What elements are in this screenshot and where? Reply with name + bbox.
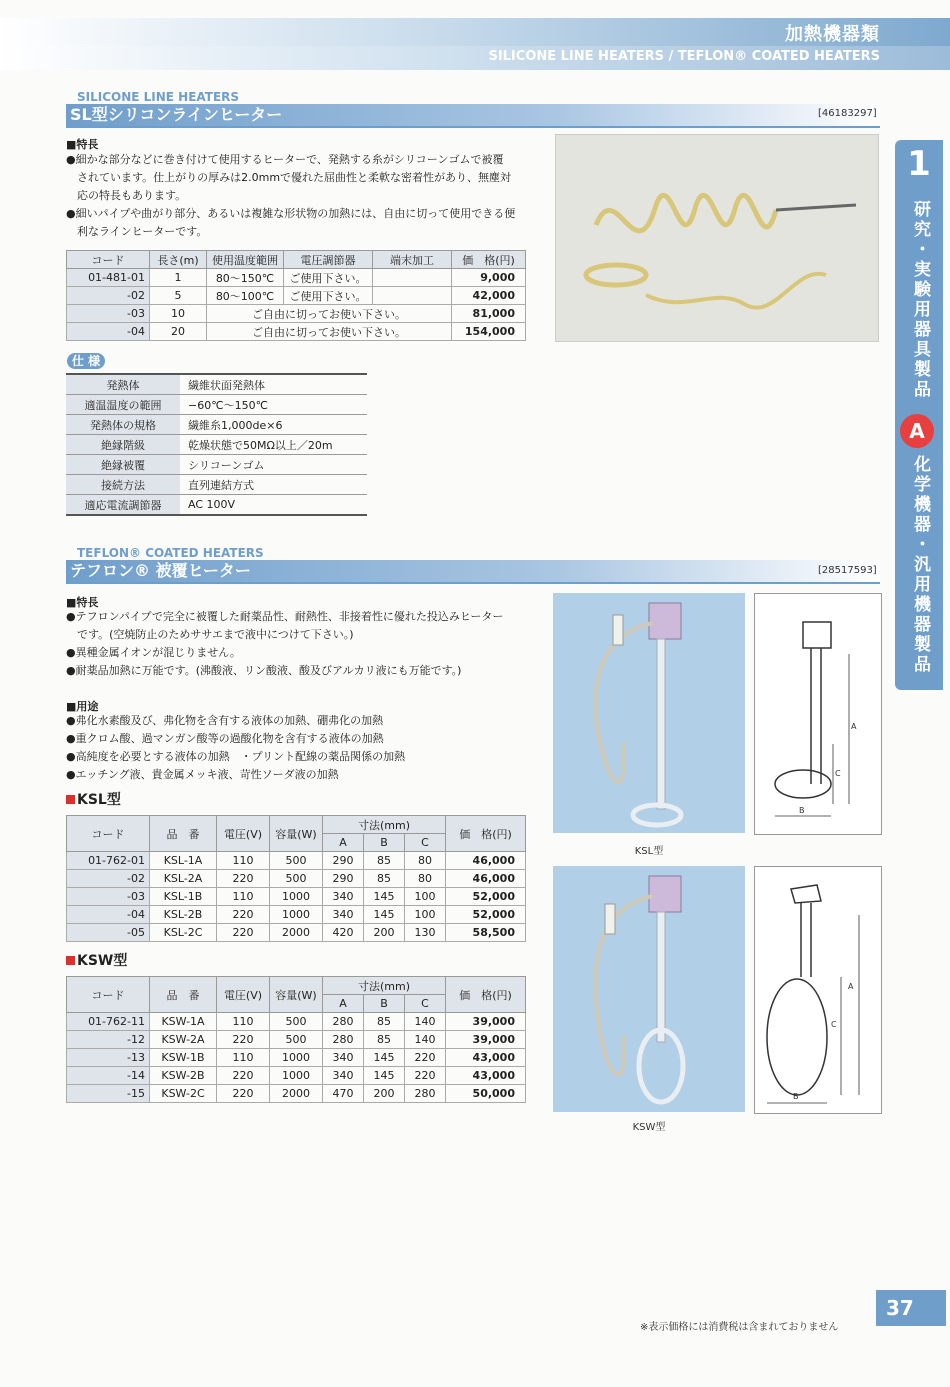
cell-dim-b: 145 [364, 1049, 405, 1067]
spec-badge: 仕 様 [67, 353, 105, 369]
cell-price: 39,000 [446, 1031, 526, 1049]
spec-value: 繊維状面発熱体 [180, 374, 367, 395]
side-tab-text: 研究・実験用器具製品 [910, 200, 930, 400]
feature-line: です。(空焼防止のためササエまで液中につけて下さい。) [66, 628, 354, 641]
cell-voltage: 220 [217, 1085, 270, 1103]
cell-price: 46,000 [446, 870, 526, 888]
cell-model: KSL-1A [150, 852, 217, 870]
table-row [67, 1049, 526, 1067]
feature-line: されています。仕上がりの厚みは2.0mmで優れた屈曲性と柔軟な密着性があり、無塵対 [66, 171, 512, 184]
cell-dim-a: 420 [323, 924, 364, 942]
spec-row [66, 455, 367, 475]
cell-dim-c: 130 [405, 924, 446, 942]
diagram-label-b: B [793, 1092, 799, 1101]
table-row [67, 924, 526, 942]
ksw-heading [66, 950, 127, 970]
feature-line: ●耐薬品加熱に万能です。(沸酸液、リン酸液、酸及びアルカリ液にも万能です。) [66, 664, 462, 677]
cell-dim-c: 220 [405, 1049, 446, 1067]
cell-temp: 80～100℃ [207, 287, 284, 305]
table-header: 品 番 [150, 977, 217, 1013]
cell-model: KSW-1A [150, 1013, 217, 1031]
table-row [67, 852, 526, 870]
cell-voltage: 220 [217, 924, 270, 942]
cell-dim-c: 220 [405, 1067, 446, 1085]
cell-code: -04 [67, 906, 150, 924]
cell-terminal [373, 287, 452, 305]
ksl-heater-illustration [553, 593, 745, 833]
table-header: 品 番 [150, 816, 217, 852]
spec-value: 乾燥状態で50MΩ以上／20m [180, 435, 367, 455]
cell-code: -12 [67, 1031, 150, 1049]
feature-line: ●テフロンパイプで完全に被覆した耐薬品性、耐熱性、非接着性に優れた投込みヒーター [66, 610, 504, 623]
section2-title: テフロン® 被覆ヒーター [70, 561, 251, 580]
table-header: コード [67, 816, 150, 852]
sl-heater-photo [555, 134, 879, 342]
diagram-label-b: B [799, 806, 805, 815]
cell-code: -05 [67, 924, 150, 942]
table-header: 価 格(円) [452, 251, 526, 269]
cell-price: 81,000 [452, 305, 526, 323]
ksl-price-table [66, 815, 526, 942]
table-header: 寸法(mm) [323, 977, 446, 995]
tax-note: ※表示価格には消費税は含まれておりません [640, 1322, 839, 1333]
spec-key: 発熱体 [66, 374, 180, 395]
cell-code: -15 [67, 1085, 150, 1103]
cell-voltage: 220 [217, 1067, 270, 1085]
cell-price: 50,000 [446, 1085, 526, 1103]
ksl-heading-text: KSL型 [77, 792, 121, 808]
section1-code: [46183297] [818, 108, 877, 119]
spec-value: 直列連結方式 [180, 475, 367, 495]
ksw-dimension-diagram [754, 866, 882, 1114]
cell-note: ご自由に切ってお使い下さい。 [207, 323, 452, 341]
ksw-price-table [66, 976, 526, 1103]
cell-dim-b: 200 [364, 1085, 405, 1103]
cell-terminal [373, 269, 452, 287]
section1-title-bar [66, 104, 880, 128]
spec-row [66, 495, 367, 516]
sl-price-table [66, 250, 526, 341]
section1-features [66, 151, 546, 241]
table-header: A [323, 834, 364, 852]
cell-dim-c: 80 [405, 852, 446, 870]
cell-dim-b: 145 [364, 906, 405, 924]
table-row [67, 1013, 526, 1031]
spec-value: −60℃～150℃ [180, 395, 367, 415]
section2-title-en: TEFLON® COATED HEATERS [77, 546, 264, 560]
feature-line: ●細かな部分などに巻き付けて使用するヒーターで、発熱する糸がシリコーンゴムで被覆 [66, 153, 504, 166]
table-header: 価 格(円) [446, 816, 526, 852]
cell-dim-a: 280 [323, 1031, 364, 1049]
table-header: 電圧(V) [217, 977, 270, 1013]
side-tab-badge: A [900, 414, 934, 448]
feature-line: 応の特長もあります。 [66, 189, 187, 202]
spec-row [66, 435, 367, 455]
cell-model: KSW-2A [150, 1031, 217, 1049]
cell-model: KSL-2A [150, 870, 217, 888]
cell-capacity: 1000 [270, 1067, 323, 1085]
cell-price: 9,000 [452, 269, 526, 287]
table-header: 長さ(m) [150, 251, 207, 269]
page-category-title: 加熱機器類 [785, 24, 880, 45]
spec-key: 発熱体の規格 [66, 415, 180, 435]
cell-dim-c: 100 [405, 888, 446, 906]
cell-voltage: 220 [217, 906, 270, 924]
table-row [67, 287, 526, 305]
ksl-table-wrap [66, 815, 526, 942]
spec-key: 接続方法 [66, 475, 180, 495]
cell-model: KSW-1B [150, 1049, 217, 1067]
table-header: 容量(W) [270, 816, 323, 852]
cell-price: 58,500 [446, 924, 526, 942]
cell-model: KSW-2C [150, 1085, 217, 1103]
cell-model: KSL-2B [150, 906, 217, 924]
table-row [67, 1085, 526, 1103]
table-header: A [323, 995, 364, 1013]
red-square-icon [66, 956, 75, 965]
spec-key: 適応電流調節器 [66, 495, 180, 516]
ksl-dimension-diagram [754, 593, 882, 835]
cell-dim-b: 85 [364, 870, 405, 888]
cell-code: -04 [67, 323, 150, 341]
cell-capacity: 500 [270, 1013, 323, 1031]
sl-price-table-wrap [66, 250, 526, 341]
ksl-heater-photo [553, 593, 745, 833]
cell-regulator: ご使用下さい。 [284, 269, 373, 287]
cell-code: -02 [67, 870, 150, 888]
table-header: C [405, 834, 446, 852]
cell-model: KSL-1B [150, 888, 217, 906]
cell-code: -02 [67, 287, 150, 305]
section1-features-heading: ■特長 [66, 138, 99, 151]
cell-dim-c: 140 [405, 1031, 446, 1049]
cell-price: 52,000 [446, 906, 526, 924]
table-header: コード [67, 977, 150, 1013]
cell-dim-a: 290 [323, 852, 364, 870]
cell-voltage: 110 [217, 888, 270, 906]
cell-capacity: 500 [270, 870, 323, 888]
ksw-diagram-drawing [755, 867, 881, 1113]
section2-features-heading: ■特長 [66, 596, 99, 609]
cell-dim-a: 340 [323, 1049, 364, 1067]
cell-dim-c: 80 [405, 870, 446, 888]
ksl-heading [66, 789, 121, 809]
table-header: B [364, 834, 405, 852]
cell-dim-b: 85 [364, 1013, 405, 1031]
cell-price: 46,000 [446, 852, 526, 870]
cell-dim-b: 85 [364, 1031, 405, 1049]
cell-dim-a: 340 [323, 888, 364, 906]
diagram-label-c: C [835, 769, 841, 778]
cell-note: ご自由に切ってお使い下さい。 [207, 305, 452, 323]
cell-dim-c: 100 [405, 906, 446, 924]
use-line: ●弗化水素酸及び、弗化物を含有する液体の加熱、硼弗化の加熱 [66, 714, 384, 727]
table-header: 電圧調節器 [284, 251, 373, 269]
cell-length: 10 [150, 305, 207, 323]
cell-voltage: 110 [217, 1013, 270, 1031]
feature-line: ●細いパイプや曲がり部分、あるいは複雑な形状物の加熱には、自由に切って使用できる便 [66, 207, 516, 220]
cell-code: -14 [67, 1067, 150, 1085]
use-line: ●エッチング液、貴金属メッキ液、苛性ソーダ液の加熱 [66, 768, 339, 781]
ksw-heading-text: KSW型 [77, 953, 128, 969]
cell-voltage: 220 [217, 1031, 270, 1049]
cell-price: 39,000 [446, 1013, 526, 1031]
spec-value: シリコーンゴム [180, 455, 367, 475]
sl-heater-illustration [556, 135, 878, 341]
ksl-diagram-drawing [755, 594, 881, 834]
cell-temp: 80～150℃ [207, 269, 284, 287]
side-tab-subtext: 化学機器・汎用機器製品 [910, 455, 930, 675]
section2-uses-heading: ■用途 [66, 700, 99, 713]
table-header: コード [67, 251, 150, 269]
side-tab-number: 1 [907, 144, 931, 184]
cell-code: -03 [67, 888, 150, 906]
cell-dim-b: 85 [364, 852, 405, 870]
cell-dim-c: 140 [405, 1013, 446, 1031]
cell-code: 01-481-01 [67, 269, 150, 287]
cell-dim-a: 470 [323, 1085, 364, 1103]
cell-capacity: 1000 [270, 888, 323, 906]
cell-length: 1 [150, 269, 207, 287]
cell-capacity: 1000 [270, 906, 323, 924]
diagram-label-a: A [848, 982, 854, 991]
cell-price: 43,000 [446, 1067, 526, 1085]
cell-dim-a: 340 [323, 1067, 364, 1085]
table-header: 電圧(V) [217, 816, 270, 852]
cell-dim-a: 280 [323, 1013, 364, 1031]
ksl-caption: KSL型 [634, 846, 664, 857]
cell-capacity: 500 [270, 852, 323, 870]
red-square-icon [66, 795, 75, 804]
cell-dim-b: 200 [364, 924, 405, 942]
spec-key: 適温温度の範囲 [66, 395, 180, 415]
cell-regulator: ご使用下さい。 [284, 287, 373, 305]
spec-table [66, 373, 367, 516]
cell-code: -13 [67, 1049, 150, 1067]
table-header: 容量(W) [270, 977, 323, 1013]
cell-price: 42,000 [452, 287, 526, 305]
section1-title-en: SILICONE LINE HEATERS [77, 90, 240, 104]
spec-row [66, 475, 367, 495]
table-header: B [364, 995, 405, 1013]
cell-voltage: 110 [217, 852, 270, 870]
diagram-label-a: A [851, 722, 857, 731]
ksw-heater-illustration [553, 866, 745, 1112]
page-category-subtitle: SILICONE LINE HEATERS / TEFLON® COATED HEATERS [488, 49, 880, 64]
table-header: 使用温度範囲 [207, 251, 284, 269]
use-line: ●重クロム酸、過マンガン酸等の過酸化物を含有する液体の加熱 [66, 732, 384, 745]
section2-code: [28517593] [818, 565, 877, 576]
table-row [67, 888, 526, 906]
table-row [67, 269, 526, 287]
cell-dim-b: 145 [364, 1067, 405, 1085]
cell-dim-a: 340 [323, 906, 364, 924]
cell-capacity: 2000 [270, 1085, 323, 1103]
table-header: 端末加工 [373, 251, 452, 269]
cell-price: 52,000 [446, 888, 526, 906]
cell-model: KSW-2B [150, 1067, 217, 1085]
cell-length: 5 [150, 287, 207, 305]
table-header: C [405, 995, 446, 1013]
table-header: 価 格(円) [446, 977, 526, 1013]
table-row [67, 906, 526, 924]
cell-dim-b: 145 [364, 888, 405, 906]
cell-voltage: 220 [217, 870, 270, 888]
table-row [67, 870, 526, 888]
table-row [67, 1031, 526, 1049]
table-row [67, 1067, 526, 1085]
feature-line: 利なラインヒーターです。 [66, 225, 208, 238]
cell-price: 154,000 [452, 323, 526, 341]
cell-price: 43,000 [446, 1049, 526, 1067]
spec-value: 繊維糸1,000de×6 [180, 415, 367, 435]
spec-key: 絶縁被覆 [66, 455, 180, 475]
table-row [67, 323, 526, 341]
spec-table-wrap [66, 373, 367, 516]
spec-value: AC 100V [180, 495, 367, 516]
table-row [67, 305, 526, 323]
cell-capacity: 1000 [270, 1049, 323, 1067]
cell-length: 20 [150, 323, 207, 341]
section1-title: SL型シリコンラインヒーター [70, 105, 283, 124]
ksw-table-wrap [66, 976, 526, 1103]
cell-code: 01-762-11 [67, 1013, 150, 1031]
section2-title-bar [66, 560, 880, 584]
ksw-heater-photo [553, 866, 745, 1112]
table-header: 寸法(mm) [323, 816, 446, 834]
ksw-caption: KSW型 [632, 1122, 666, 1133]
spec-key: 絶縁階級 [66, 435, 180, 455]
feature-line: ●異種金属イオンが混じりません。 [66, 646, 241, 659]
use-line: ●高純度を必要とする液体の加熱 ・プリント配線の薬品関係の加熱 [66, 750, 406, 763]
section2-uses [66, 712, 546, 784]
cell-capacity: 2000 [270, 924, 323, 942]
section2-features [66, 608, 546, 680]
cell-code: -03 [67, 305, 150, 323]
cell-code: 01-762-01 [67, 852, 150, 870]
cell-dim-a: 290 [323, 870, 364, 888]
page-number: 37 [876, 1290, 946, 1326]
cell-dim-c: 280 [405, 1085, 446, 1103]
diagram-label-c: C [831, 1020, 837, 1029]
spec-row [66, 374, 367, 395]
cell-capacity: 500 [270, 1031, 323, 1049]
spec-row [66, 395, 367, 415]
cell-voltage: 110 [217, 1049, 270, 1067]
spec-row [66, 415, 367, 435]
cell-model: KSL-2C [150, 924, 217, 942]
